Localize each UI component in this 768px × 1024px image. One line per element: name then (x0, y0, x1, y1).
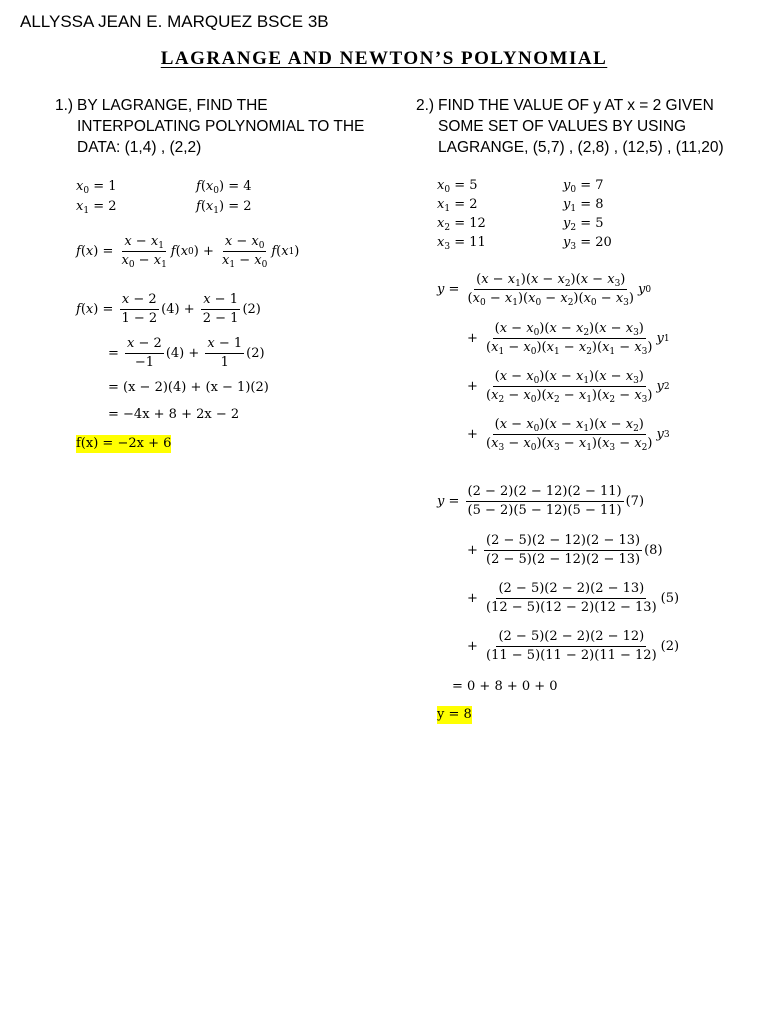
q2-subst-term-2: + $\frac{(2 - 5)(2 - 2)(2 - 13)}{(12 - 5)(12 - 2)(12 - 13)}$ (5) (467, 581, 680, 615)
q1-x0: $x_0 = 1$ (76, 179, 117, 196)
question-1-heading (55, 95, 375, 158)
q2-formula-term-0: y = $\frac{(x - x_1)(x - x_2)(x - x_3)}{(x_0 - x_1)(x_0 - x_2)(x_0 - x_3)}$ y 0 (437, 272, 652, 308)
q1-fx1: $f(x_1) = 2$ (196, 199, 252, 216)
q1-answer: f(x) = −2x + 6 (76, 436, 172, 451)
question-2-heading (416, 95, 736, 158)
q2-y2: $y_2 = 5$ (563, 216, 604, 233)
q2-sum: = 0 + 8 + 0 + 0 (452, 679, 558, 694)
q2-y1: $y_1 = 8$ (563, 197, 604, 214)
q2-formula-term-3: + $\frac{(x - x_0)(x - x_1)(x - x_2)}{(x_3 - x_0)(x_3 - x_1)(x_3 - x_2)}$ y 3 (467, 417, 670, 453)
q2-y3: $y_3 = 20$ (563, 235, 612, 252)
q1-step-2: = $\frac{x - 2}{-1}$ (4) + $\frac{x - 1}{1}$ (2) (108, 336, 265, 370)
q2-subst-term-1: + $\frac{(2 - 5)(2 - 12)(2 - 13)}{(2 - 5)(2 - 12)(2 - 13)}$ (8) (467, 533, 663, 567)
q1-x1: $x_1 = 2$ (76, 199, 117, 216)
q2-x3: $x_3 = 11$ (437, 235, 486, 252)
q1-step-1: f ( x ) = $\frac{x - 2}{1 - 2}$ (4) + $\frac{x - 1}{2 - 1}$ (2) (76, 292, 261, 326)
q1-step-4: = −4x + 8 + 2x − 2 (108, 407, 240, 422)
q1-fx0: $f(x_0) = 4$ (196, 179, 252, 196)
q2-subst-term-3: + $\frac{(2 - 5)(2 - 2)(2 - 12)}{(11 - 5)(11 - 2)(11 - 12)}$ (2) (467, 629, 680, 663)
author-line: ALLYSSA JEAN E. MARQUEZ BSCE 3B (20, 12, 329, 31)
q2-x1: $x_1 = 2$ (437, 197, 478, 214)
question-1-text: BY LAGRANGE, FIND THE INTERPOLATING POLYNOMIAL TO THE DATA: (1,4) , (2,2) (77, 97, 365, 156)
q2-x2: $x_2 = 12$ (437, 216, 486, 233)
question-1-number: 1.) (55, 97, 74, 114)
question-2-text: FIND THE VALUE OF y AT x = 2 GIVEN SOME SET OF VALUES BY USING LAGRANGE, (5,7) , (2,8) , (12,5) , (11,20) (438, 97, 724, 156)
q2-formula-term-1: + $\frac{(x - x_0)(x - x_2)(x - x_3)}{(x_1 - x_0)(x_1 - x_2)(x_1 - x_3)}$ y 1 (467, 321, 670, 357)
q2-formula-term-2: + $\frac{(x - x_0)(x - x_1)(x - x_3)}{(x_2 - x_0)(x_2 - x_1)(x_2 - x_3)}$ y 2 (467, 369, 670, 405)
q2-x0: $x_0 = 5$ (437, 178, 478, 195)
page-title: LAGRANGE AND NEWTON’S POLYNOMIAL (160, 48, 608, 69)
question-2-number: 2.) (416, 97, 435, 114)
q1-formula: f ( x ) = $\frac{x - x_1}{x_0 - x_1}$ f ( x 0 ) + $\frac{x - x_0}{x_1 - x_0}$ f ( x 1 ) (76, 234, 300, 270)
q2-subst-term-0: y = $\frac{(2 - 2)(2 - 12)(2 - 11)}{(5 - 2)(5 - 12)(5 - 11)}$ (7) (437, 484, 645, 518)
q2-answer: y = 8 (437, 707, 472, 722)
q2-y0: $y_0 = 7$ (563, 178, 604, 195)
q1-step-3: = (x − 2)(4) + (x − 1)(2) (108, 380, 269, 395)
